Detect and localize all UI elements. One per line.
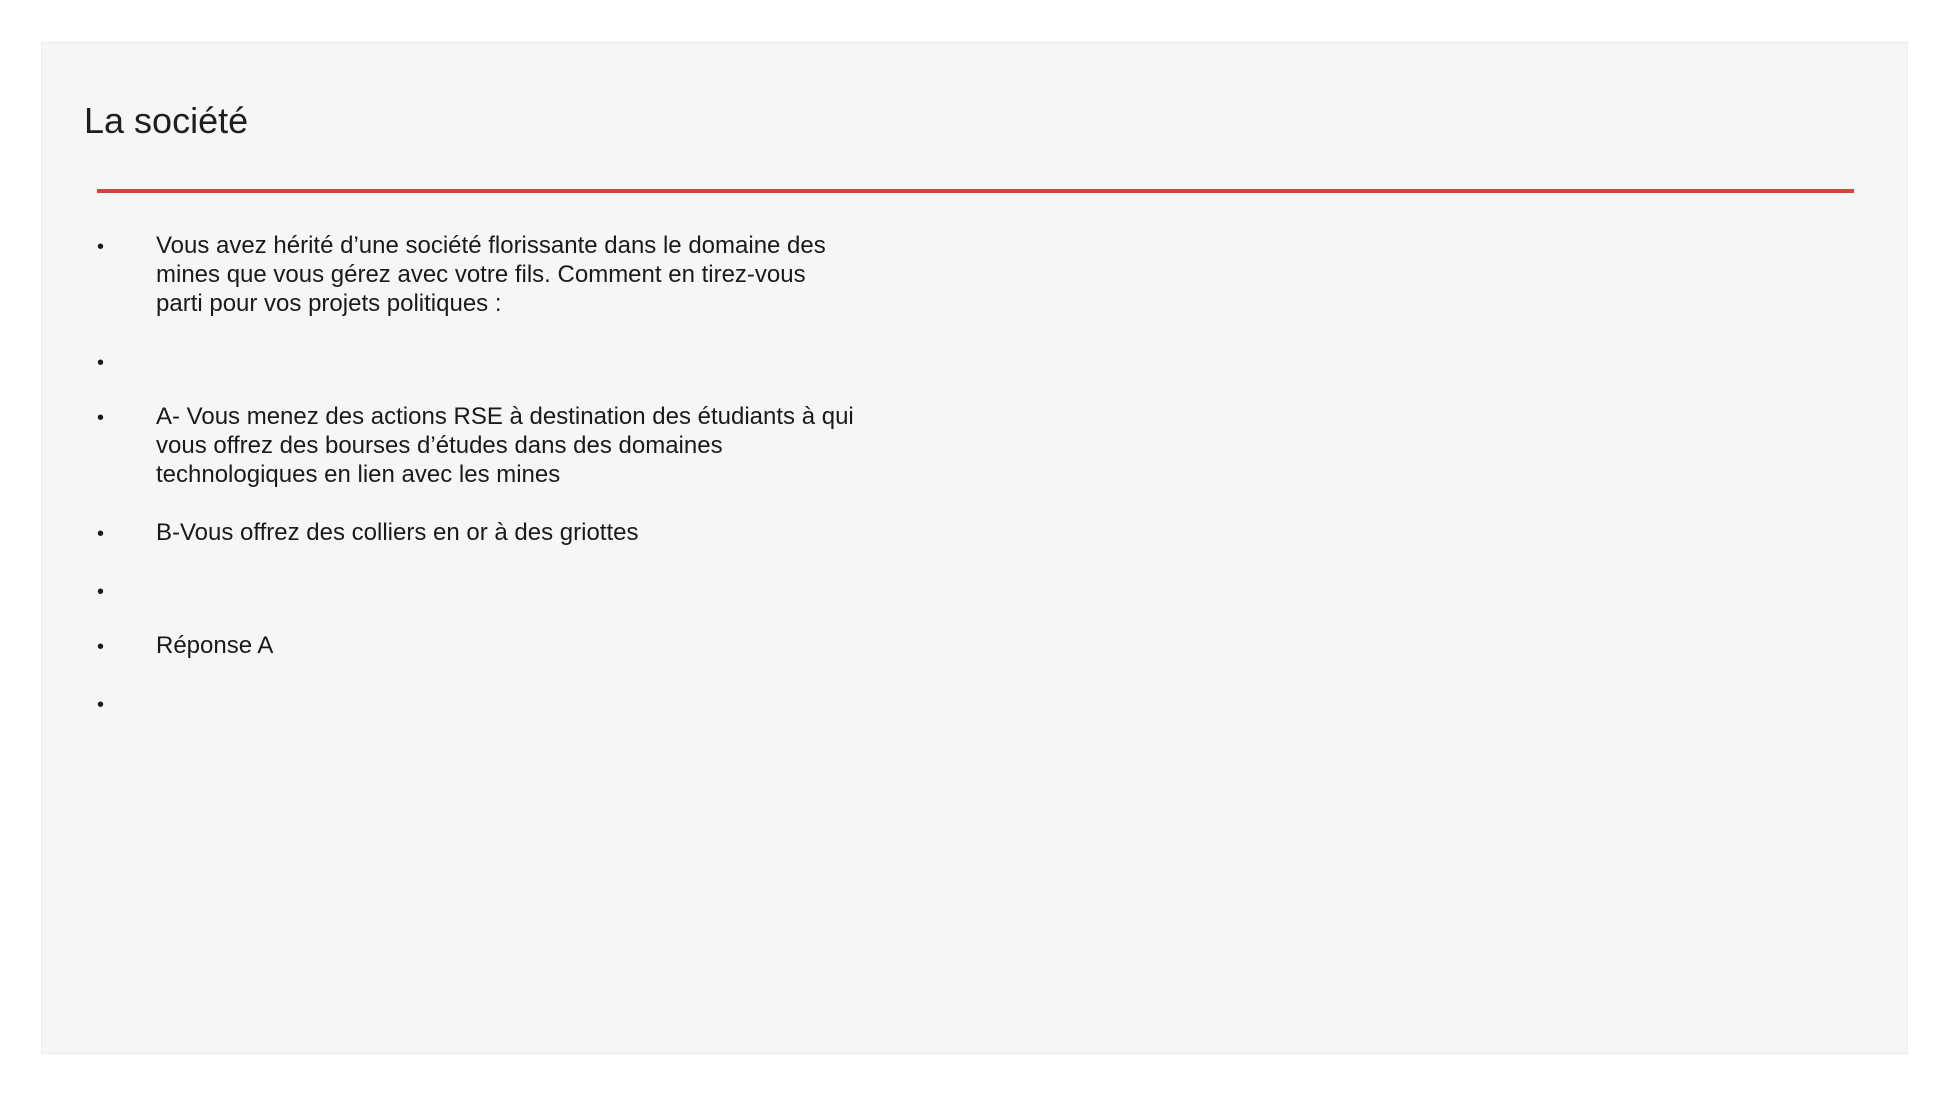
bullet-icon: • <box>97 523 105 545</box>
bullet-item-answer-a <box>97 402 857 489</box>
bullet-icon: • <box>97 236 105 258</box>
bullet-text: Vous avez hérité d’une société florissante dans le domaine des mines que vous gérez avec votre fils. Comment en tirez-vous parti pour vos projets politiques : <box>156 232 826 317</box>
bullet-item-empty <box>97 576 857 605</box>
title-divider <box>97 189 1854 193</box>
bullet-icon: • <box>97 407 105 429</box>
slide-title: La société <box>84 100 249 141</box>
bullet-item-empty <box>97 347 857 376</box>
bullet-list <box>97 231 857 744</box>
bullet-text: Réponse A <box>156 632 274 659</box>
bullet-item-response <box>97 631 857 660</box>
bullet-icon: • <box>97 581 105 603</box>
slide <box>41 42 1908 1054</box>
bullet-icon: • <box>97 352 105 374</box>
bullet-icon: • <box>97 636 105 658</box>
bullet-text: A- Vous menez des actions RSE à destination des étudiants à qui vous offrez des bourses d’études dans des domaines technologiques en lien avec les mines <box>156 403 854 488</box>
bullet-item-question <box>97 231 857 318</box>
bullet-icon: • <box>97 694 105 716</box>
bullet-item-empty <box>97 689 857 718</box>
bullet-item-answer-b <box>97 518 857 547</box>
bullet-text: B-Vous offrez des colliers en or à des griottes <box>156 519 639 546</box>
